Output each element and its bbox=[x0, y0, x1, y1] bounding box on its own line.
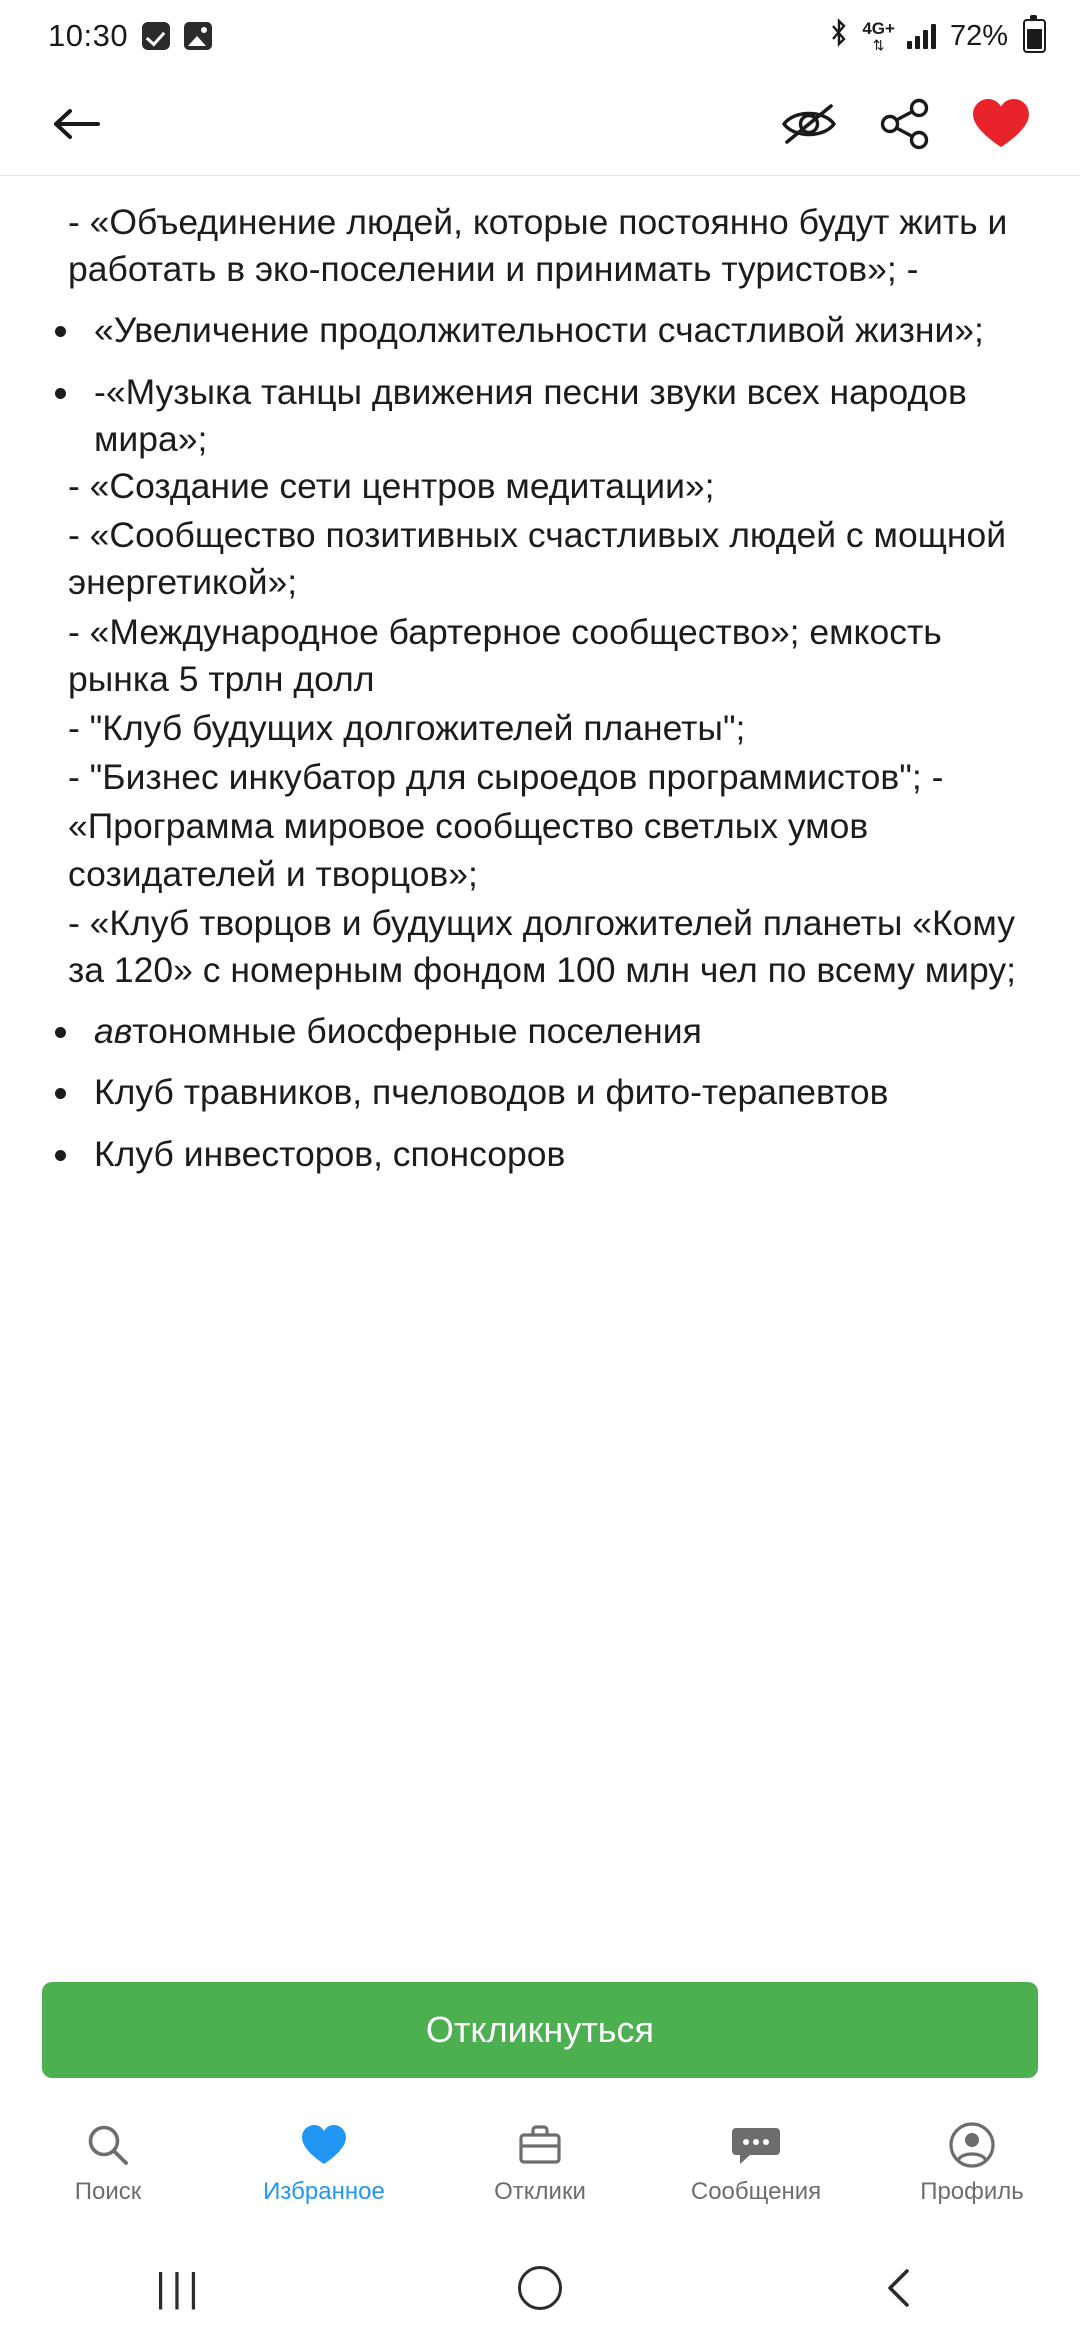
bluetooth-glyph bbox=[828, 18, 850, 48]
list-item bbox=[46, 1069, 1034, 1116]
favorite-button[interactable] bbox=[962, 85, 1040, 163]
status-bar-right bbox=[828, 18, 1046, 55]
nav-label-responses: Отклики bbox=[494, 2178, 586, 2205]
person-circle-icon bbox=[948, 2122, 996, 2168]
heart-icon bbox=[299, 2122, 349, 2168]
list-item-label bbox=[74, 1008, 702, 1055]
home-circle-icon bbox=[518, 2266, 562, 2310]
list-item bbox=[46, 307, 1034, 354]
bullet-dot-icon bbox=[46, 369, 74, 399]
nav-label-profile: Профиль bbox=[920, 2178, 1024, 2205]
app-bar bbox=[0, 72, 1080, 176]
battery-percent-label: 72% bbox=[949, 19, 1008, 52]
description-paragraph: - «Международное бартерное сообщество»; емкость рынка 5 трлн долл bbox=[68, 611, 942, 699]
apply-button[interactable]: Откликнуться bbox=[42, 1982, 1038, 2078]
back-arrow-icon bbox=[50, 103, 102, 145]
nav-item-profile[interactable] bbox=[864, 2122, 1080, 2206]
list-item-label-rest: тономные биосферные поселения bbox=[132, 1011, 702, 1052]
nav-item-responses[interactable] bbox=[432, 2122, 648, 2206]
bullet-dot-icon bbox=[46, 307, 74, 337]
list-item-label-italic: ав bbox=[94, 1011, 133, 1052]
nav-item-favorites[interactable] bbox=[216, 2122, 432, 2206]
chat-bubble-icon bbox=[730, 2122, 782, 2168]
back-chevron-icon bbox=[883, 2266, 917, 2310]
eye-off-icon bbox=[778, 99, 840, 149]
network-type-indicator bbox=[862, 20, 895, 52]
hide-vacancy-button[interactable] bbox=[770, 85, 848, 163]
bottom-navigation-bar bbox=[0, 2092, 1080, 2236]
status-bar bbox=[0, 0, 1080, 72]
description-paragraph: «Программа мировое сообщество светлых умов созидателей и творцов»; bbox=[68, 806, 869, 894]
vacancy-description-content[interactable] bbox=[0, 177, 1080, 1936]
nav-label-messages: Сообщения bbox=[690, 2178, 822, 2205]
back-button[interactable] bbox=[44, 92, 108, 156]
bullet-dot-icon bbox=[46, 1008, 74, 1038]
battery-icon bbox=[1023, 19, 1046, 53]
description-paragraph: - «Клуб творцов и будущих долгожителей планеты «Кому за 120» с номерным фондом 100 млн чел по всему миру; bbox=[68, 902, 1016, 991]
bluetooth-icon bbox=[828, 18, 850, 55]
bullet-dot-icon bbox=[46, 1131, 74, 1161]
briefcase-icon bbox=[517, 2122, 563, 2168]
nav-label-favorites: Избранное bbox=[263, 2178, 385, 2205]
list-item-label: «Увеличение продолжительности счастливой жизни»; bbox=[94, 310, 984, 351]
list-item bbox=[46, 1131, 1034, 1178]
search-icon bbox=[85, 2122, 131, 2168]
status-clock: 10:30 bbox=[48, 18, 129, 53]
description-paragraph: - «Сообщество позитивных счастливых людей с мощной энергетикой»; bbox=[68, 515, 1007, 603]
list-item-label: Клуб травников, пчеловодов и фито-терапевтов bbox=[94, 1072, 889, 1113]
description-paragraph: - "Клуб будущих долгожителей планеты"; bbox=[68, 708, 746, 749]
list-item bbox=[46, 369, 1034, 463]
bullet-dot-icon bbox=[46, 1069, 74, 1099]
share-icon bbox=[877, 96, 933, 152]
recents-icon: ||| bbox=[155, 2265, 205, 2310]
list-item-label: Клуб инвесторов, спонсоров bbox=[94, 1133, 566, 1174]
gallery-icon bbox=[184, 22, 212, 50]
status-bar-left bbox=[48, 18, 212, 54]
list-item-label: -«Музыка танцы движения песни звуки всех народов мира»; bbox=[94, 371, 967, 459]
nav-label-search: Поиск bbox=[74, 2178, 142, 2205]
description-paragraph: - "Бизнес инкубатор для сыроедов программистов"; - bbox=[68, 757, 944, 798]
share-button[interactable] bbox=[866, 85, 944, 163]
nav-item-search[interactable] bbox=[0, 2122, 216, 2206]
apply-button-container bbox=[0, 1964, 1080, 2092]
description-paragraph: - «Объединение людей, которые постоянно будут жить и работать в эко-поселении и принимать туристов»; - bbox=[68, 202, 1008, 290]
checkbox-icon bbox=[142, 22, 170, 50]
system-back-button[interactable] bbox=[720, 2266, 1080, 2310]
system-recents-button[interactable] bbox=[0, 2266, 360, 2311]
signal-strength-icon bbox=[907, 23, 936, 49]
list-item bbox=[46, 1008, 1034, 1055]
system-home-button[interactable] bbox=[360, 2266, 720, 2310]
description-paragraph: - «Создание сети центров медитации»; bbox=[68, 466, 715, 507]
system-navigation-bar bbox=[0, 2236, 1080, 2340]
network-arrows: ⇅ bbox=[872, 37, 885, 53]
network-label: 4G+ bbox=[862, 19, 895, 38]
nav-item-messages[interactable] bbox=[648, 2122, 864, 2206]
heart-filled-icon bbox=[970, 96, 1032, 152]
